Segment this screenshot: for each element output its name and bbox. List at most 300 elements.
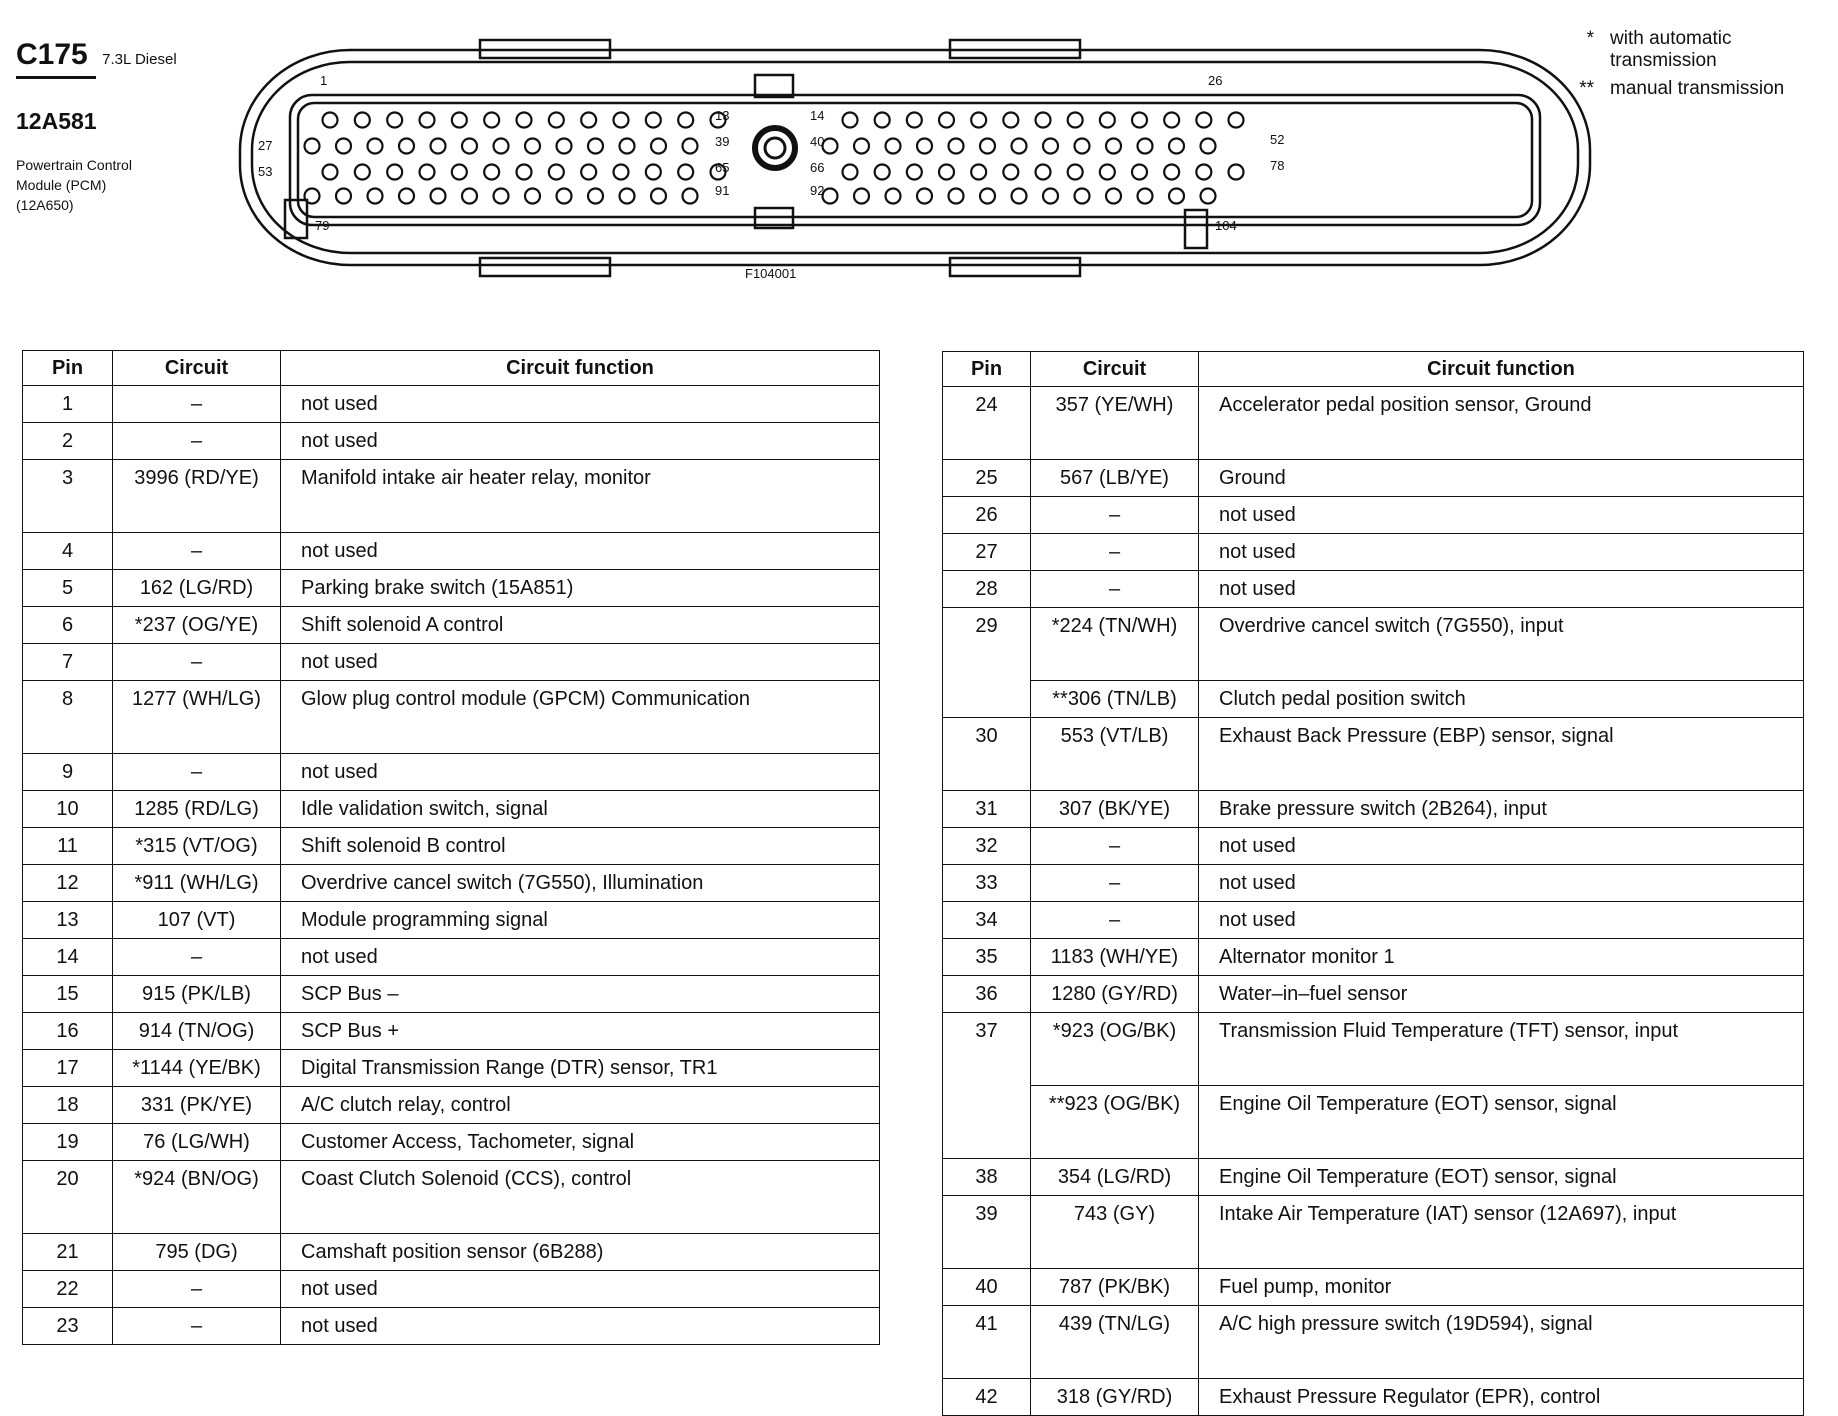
pin-hole	[399, 139, 414, 154]
circuit-cell: –	[113, 423, 281, 460]
pin-hole	[646, 113, 661, 128]
pin-hole	[462, 189, 477, 204]
table-row	[943, 1086, 1804, 1159]
pin-hole	[980, 139, 995, 154]
pin-hole	[305, 139, 320, 154]
pin-cell: 19	[23, 1124, 113, 1161]
pin-cell: 10	[23, 791, 113, 828]
pin-cell: 22	[23, 1271, 113, 1308]
pin-cell: 42	[943, 1379, 1031, 1416]
function-cell: Engine Oil Temperature (EOT) sensor, signal	[1199, 1086, 1804, 1159]
pinout-table-left	[22, 350, 880, 1345]
center-bolt-inner	[765, 138, 785, 158]
function-cell: A/C clutch relay, control	[281, 1087, 880, 1124]
pin-cell: 41	[943, 1306, 1031, 1379]
pin-hole	[431, 139, 446, 154]
pin-hole	[484, 113, 499, 128]
pin-hole	[886, 189, 901, 204]
table-row	[943, 534, 1804, 571]
pin-hole	[854, 189, 869, 204]
pin-label: 104	[1215, 218, 1237, 233]
function-cell: not used	[281, 754, 880, 791]
pin-label: 78	[1270, 158, 1285, 173]
table-row	[23, 828, 880, 865]
circuit-cell: 553 (VT/LB)	[1031, 718, 1199, 791]
pin-cell: 7	[23, 644, 113, 681]
pin-label: 66	[810, 160, 825, 175]
pin-hole	[651, 189, 666, 204]
pin-label: 39	[715, 134, 730, 149]
function-cell: Shift solenoid B control	[281, 828, 880, 865]
function-cell: SCP Bus –	[281, 976, 880, 1013]
pin-hole	[336, 189, 351, 204]
pin-hole	[462, 139, 477, 154]
table-row	[23, 1234, 880, 1271]
function-cell: Brake pressure switch (2B264), input	[1199, 791, 1804, 828]
table-row	[943, 1306, 1804, 1379]
circuit-cell: *923 (OG/BK)	[1031, 1013, 1199, 1086]
pin-hole	[949, 189, 964, 204]
pin-hole	[939, 113, 954, 128]
pin-hole	[1075, 139, 1090, 154]
function-cell: Clutch pedal position switch	[1199, 681, 1804, 718]
pin-hole	[843, 165, 858, 180]
pin-hole	[971, 165, 986, 180]
pin-hole	[1169, 189, 1184, 204]
function-cell: Overdrive cancel switch (7G550), input	[1199, 608, 1804, 681]
pin-hole	[588, 189, 603, 204]
circuit-cell: 107 (VT)	[113, 902, 281, 939]
table-row	[943, 1196, 1804, 1269]
circuit-cell: 743 (GY)	[1031, 1196, 1199, 1269]
pin-label: 14	[810, 108, 825, 123]
circuit-cell: 914 (TN/OG)	[113, 1013, 281, 1050]
function-cell: Water–in–fuel sensor	[1199, 976, 1804, 1013]
table-row	[23, 681, 880, 754]
column-header-circuit: Circuit	[113, 351, 281, 386]
table-row	[943, 1159, 1804, 1196]
pin-hole	[1043, 139, 1058, 154]
pin-label: 92	[810, 183, 825, 198]
legend-symbol: **	[1579, 78, 1594, 99]
circuit-cell: –	[113, 1308, 281, 1345]
pinout-table-right	[942, 351, 1804, 1416]
pin-hole	[323, 113, 338, 128]
function-cell: Camshaft position sensor (6B288)	[281, 1234, 880, 1271]
function-cell: not used	[1199, 534, 1804, 571]
pin-hole	[980, 189, 995, 204]
pin-hole	[525, 189, 540, 204]
pin-cell: 4	[23, 533, 113, 570]
pin-hole	[323, 165, 338, 180]
pin-hole	[368, 139, 383, 154]
pin-cell: 40	[943, 1269, 1031, 1306]
table-row	[943, 791, 1804, 828]
pin-hole	[368, 189, 383, 204]
function-cell: not used	[281, 644, 880, 681]
pin-hole	[683, 189, 698, 204]
pin-hole	[651, 139, 666, 154]
pin-hole	[875, 113, 890, 128]
pin-hole	[1201, 189, 1216, 204]
function-cell: not used	[1199, 828, 1804, 865]
table-row	[23, 423, 880, 460]
circuit-cell: –	[1031, 571, 1199, 608]
circuit-cell: 1183 (WH/YE)	[1031, 939, 1199, 976]
table-header-row	[23, 351, 880, 386]
circuit-cell: 357 (YE/WH)	[1031, 387, 1199, 460]
pin-cell: 13	[23, 902, 113, 939]
description-line: Powertrain Control	[16, 157, 132, 173]
function-cell: not used	[281, 1308, 880, 1345]
pin-hole	[1012, 189, 1027, 204]
circuit-cell: *911 (WH/LG)	[113, 865, 281, 902]
circuit-cell: –	[113, 533, 281, 570]
pin-cell: 6	[23, 607, 113, 644]
pin-hole	[399, 189, 414, 204]
circuit-cell: –	[1031, 865, 1199, 902]
pin-cell: 16	[23, 1013, 113, 1050]
function-cell: Engine Oil Temperature (EOT) sensor, signal	[1199, 1159, 1804, 1196]
pin-label: 13	[715, 108, 730, 123]
pin-hole	[1036, 165, 1051, 180]
function-cell: Exhaust Pressure Regulator (EPR), control	[1199, 1379, 1804, 1416]
function-cell: SCP Bus +	[281, 1013, 880, 1050]
pin-hole	[1196, 165, 1211, 180]
pin-hole	[588, 139, 603, 154]
circuit-cell: –	[113, 939, 281, 976]
outer-shell	[240, 50, 1590, 265]
pin-hole	[557, 189, 572, 204]
pin-cell: 9	[23, 754, 113, 791]
pin-label: 27	[258, 138, 273, 153]
pin-cell: 11	[23, 828, 113, 865]
circuit-cell: 76 (LG/WH)	[113, 1124, 281, 1161]
table-row	[23, 791, 880, 828]
circuit-cell: 1277 (WH/LG)	[113, 681, 281, 754]
circuit-cell: 162 (LG/RD)	[113, 570, 281, 607]
column-header-function: Circuit function	[281, 351, 880, 386]
table-row	[23, 386, 880, 423]
circuit-cell: 318 (GY/RD)	[1031, 1379, 1199, 1416]
pin-cell	[943, 1086, 1031, 1159]
pin-hole	[917, 139, 932, 154]
function-cell: Coast Clutch Solenoid (CCS), control	[281, 1161, 880, 1234]
pin-hole	[1106, 189, 1121, 204]
module-description	[16, 155, 186, 215]
table-row	[943, 460, 1804, 497]
legend	[1530, 28, 1830, 100]
pin-hole	[614, 113, 629, 128]
pin-hole	[1229, 165, 1244, 180]
pin-cell: 37	[943, 1013, 1031, 1086]
function-cell: Module programming signal	[281, 902, 880, 939]
table-row	[943, 976, 1804, 1013]
pin-hole	[1100, 165, 1115, 180]
bottom-latch-left	[480, 258, 610, 276]
connector-face-diagram	[258, 40, 1570, 300]
pin-cell: 26	[943, 497, 1031, 534]
table-row	[23, 865, 880, 902]
pin-hole	[1229, 113, 1244, 128]
table-row	[943, 1269, 1804, 1306]
circuit-cell: *924 (BN/OG)	[113, 1161, 281, 1234]
circuit-cell: –	[113, 754, 281, 791]
pin-hole	[620, 139, 635, 154]
pin-cell: 30	[943, 718, 1031, 791]
description-line: (12A650)	[16, 197, 74, 213]
circuit-cell: –	[1031, 902, 1199, 939]
pin-hole	[525, 139, 540, 154]
legend-text: manual transmission	[1610, 78, 1785, 99]
table-row	[943, 608, 1804, 681]
title-rule	[16, 76, 96, 79]
function-cell: Digital Transmission Range (DTR) sensor, TR1	[281, 1050, 880, 1087]
pin-hole	[1068, 165, 1083, 180]
circuit-cell: 331 (PK/YE)	[113, 1087, 281, 1124]
legend-text: with automatic transmission	[1610, 28, 1732, 71]
circuit-cell: *237 (OG/YE)	[113, 607, 281, 644]
circuit-cell: **923 (OG/BK)	[1031, 1086, 1199, 1159]
table-header-row	[943, 352, 1804, 387]
circuit-cell: –	[113, 386, 281, 423]
pin-hole	[907, 113, 922, 128]
table-row	[23, 644, 880, 681]
center-bolt	[755, 128, 795, 168]
pin-hole	[843, 113, 858, 128]
pin-hole	[917, 189, 932, 204]
pin-hole	[387, 165, 402, 180]
circuit-cell: –	[1031, 828, 1199, 865]
circuit-cell: 307 (BK/YE)	[1031, 791, 1199, 828]
function-cell: not used	[281, 423, 880, 460]
pin-label: 65	[715, 160, 730, 175]
pin-hole	[949, 139, 964, 154]
pin-hole	[939, 165, 954, 180]
function-cell: Glow plug control module (GPCM) Communication	[281, 681, 880, 754]
circuit-cell: 3996 (RD/YE)	[113, 460, 281, 533]
function-cell: Customer Access, Tachometer, signal	[281, 1124, 880, 1161]
pin-hole	[452, 165, 467, 180]
table-row	[943, 1013, 1804, 1086]
table-row	[23, 460, 880, 533]
pin-hole	[1106, 139, 1121, 154]
pin-field-outline	[290, 95, 1540, 225]
pin-hole	[1043, 189, 1058, 204]
pin-label: 26	[1208, 73, 1223, 88]
figure-id: F104001	[745, 266, 797, 281]
pin-hole	[355, 113, 370, 128]
pin-cell: 25	[943, 460, 1031, 497]
circuit-cell: –	[1031, 534, 1199, 571]
table-row	[943, 497, 1804, 534]
pin-hole	[517, 165, 532, 180]
pin-hole	[581, 165, 596, 180]
legend-row-automatic	[1530, 28, 1830, 72]
pin-cell: 14	[23, 939, 113, 976]
pin-cell: 5	[23, 570, 113, 607]
pin-cell: 8	[23, 681, 113, 754]
pin-cell: 24	[943, 387, 1031, 460]
pin-hole	[1164, 165, 1179, 180]
table-row	[943, 828, 1804, 865]
circuit-cell: –	[1031, 497, 1199, 534]
legend-row-manual	[1530, 78, 1830, 100]
pin-hole	[971, 113, 986, 128]
pin-hole	[886, 139, 901, 154]
table-row	[943, 718, 1804, 791]
circuit-cell: –	[113, 644, 281, 681]
pin-hole	[823, 189, 838, 204]
pin-hole	[620, 189, 635, 204]
table-row	[23, 1087, 880, 1124]
function-cell: A/C high pressure switch (19D594), signal	[1199, 1306, 1804, 1379]
table-row	[23, 754, 880, 791]
function-cell: not used	[1199, 865, 1804, 902]
pin-hole	[1003, 113, 1018, 128]
function-cell: Alternator monitor 1	[1199, 939, 1804, 976]
table-row	[943, 681, 1804, 718]
pin-cell: 1	[23, 386, 113, 423]
part-number: 12A581	[16, 108, 97, 134]
pin-hole	[1003, 165, 1018, 180]
table-row	[23, 1308, 880, 1345]
pin-hole	[431, 189, 446, 204]
pin-cell: 17	[23, 1050, 113, 1087]
circuit-cell: *315 (VT/OG)	[113, 828, 281, 865]
pin-hole	[1075, 189, 1090, 204]
pin-label: 40	[810, 134, 825, 149]
pin-hole	[494, 139, 509, 154]
circuit-cell: 439 (TN/LG)	[1031, 1306, 1199, 1379]
pin-hole	[683, 139, 698, 154]
circuit-cell: 787 (PK/BK)	[1031, 1269, 1199, 1306]
pin-cell	[943, 681, 1031, 718]
table-row	[943, 387, 1804, 460]
pin-hole	[854, 139, 869, 154]
pin-hole	[549, 165, 564, 180]
pin-cell: 31	[943, 791, 1031, 828]
pin-cell: 36	[943, 976, 1031, 1013]
pin-hole	[907, 165, 922, 180]
pin-cell: 3	[23, 460, 113, 533]
column-header-function: Circuit function	[1199, 352, 1804, 387]
function-cell: not used	[281, 1271, 880, 1308]
table-row	[23, 976, 880, 1013]
pin-cell: 29	[943, 608, 1031, 681]
table-row	[23, 570, 880, 607]
pin-hole	[1196, 113, 1211, 128]
pin-hole	[1132, 113, 1147, 128]
table-row	[23, 939, 880, 976]
bottom-latch-right	[950, 258, 1080, 276]
pin-hole	[614, 165, 629, 180]
pin-cell: 15	[23, 976, 113, 1013]
table-row	[943, 939, 1804, 976]
connector-id: C175	[16, 38, 88, 71]
circuit-cell: 1285 (RD/LG)	[113, 791, 281, 828]
pin-hole	[646, 165, 661, 180]
pin-cell: 21	[23, 1234, 113, 1271]
function-cell: Transmission Fluid Temperature (TFT) sensor, input	[1199, 1013, 1804, 1086]
function-cell: not used	[281, 533, 880, 570]
pin-label: 1	[320, 73, 328, 88]
table-row	[23, 533, 880, 570]
function-cell: Overdrive cancel switch (7G550), Illumination	[281, 865, 880, 902]
table-row	[943, 902, 1804, 939]
pin-cell: 2	[23, 423, 113, 460]
key-top	[755, 75, 793, 97]
pin-hole	[336, 139, 351, 154]
circuit-cell: *224 (TN/WH)	[1031, 608, 1199, 681]
pin-label: 53	[258, 164, 273, 179]
pin-label: 79	[315, 218, 330, 233]
pin-hole	[1132, 165, 1147, 180]
function-cell: Idle validation switch, signal	[281, 791, 880, 828]
pin-hole	[875, 165, 890, 180]
function-cell: Shift solenoid A control	[281, 607, 880, 644]
function-cell: Manifold intake air heater relay, monitor	[281, 460, 880, 533]
circuit-cell: *1144 (YE/BK)	[113, 1050, 281, 1087]
function-cell: not used	[1199, 497, 1804, 534]
table-row	[23, 607, 880, 644]
table-row	[943, 571, 1804, 608]
pin-hole	[581, 113, 596, 128]
circuit-cell: 915 (PK/LB)	[113, 976, 281, 1013]
table-row	[23, 902, 880, 939]
function-cell: not used	[281, 939, 880, 976]
function-cell: Parking brake switch (15A851)	[281, 570, 880, 607]
pin-hole	[1138, 139, 1153, 154]
description-line: Module (PCM)	[16, 177, 107, 193]
table-row	[23, 1124, 880, 1161]
pin-hole	[1100, 113, 1115, 128]
table-row	[23, 1050, 880, 1087]
function-cell: not used	[281, 386, 880, 423]
pin-hole	[1169, 139, 1184, 154]
pin-label: 91	[715, 183, 730, 198]
pin-hole	[1201, 139, 1216, 154]
table-row	[23, 1161, 880, 1234]
circuit-cell: 354 (LG/RD)	[1031, 1159, 1199, 1196]
pin-hole	[1012, 139, 1027, 154]
table-row	[23, 1013, 880, 1050]
connector-header	[16, 38, 177, 79]
pin-hole	[517, 113, 532, 128]
pin-cell: 34	[943, 902, 1031, 939]
pin-cell: 27	[943, 534, 1031, 571]
pin-hole	[549, 113, 564, 128]
pin-hole	[305, 189, 320, 204]
circuit-cell: 567 (LB/YE)	[1031, 460, 1199, 497]
pin-cell: 23	[23, 1308, 113, 1345]
connector-shell	[240, 40, 1590, 276]
table-row	[943, 1379, 1804, 1416]
function-cell: Fuel pump, monitor	[1199, 1269, 1804, 1306]
pin-cell: 12	[23, 865, 113, 902]
legend-symbol: *	[1586, 28, 1594, 49]
pin-hole	[678, 165, 693, 180]
pin-cell: 33	[943, 865, 1031, 902]
pin-hole	[678, 113, 693, 128]
function-cell: Accelerator pedal position sensor, Ground	[1199, 387, 1804, 460]
table-row	[943, 865, 1804, 902]
pin-cell: 32	[943, 828, 1031, 865]
function-cell: Exhaust Back Pressure (EBP) sensor, signal	[1199, 718, 1804, 791]
pin-cell: 20	[23, 1161, 113, 1234]
pin-hole	[387, 113, 402, 128]
pin-cell: 35	[943, 939, 1031, 976]
